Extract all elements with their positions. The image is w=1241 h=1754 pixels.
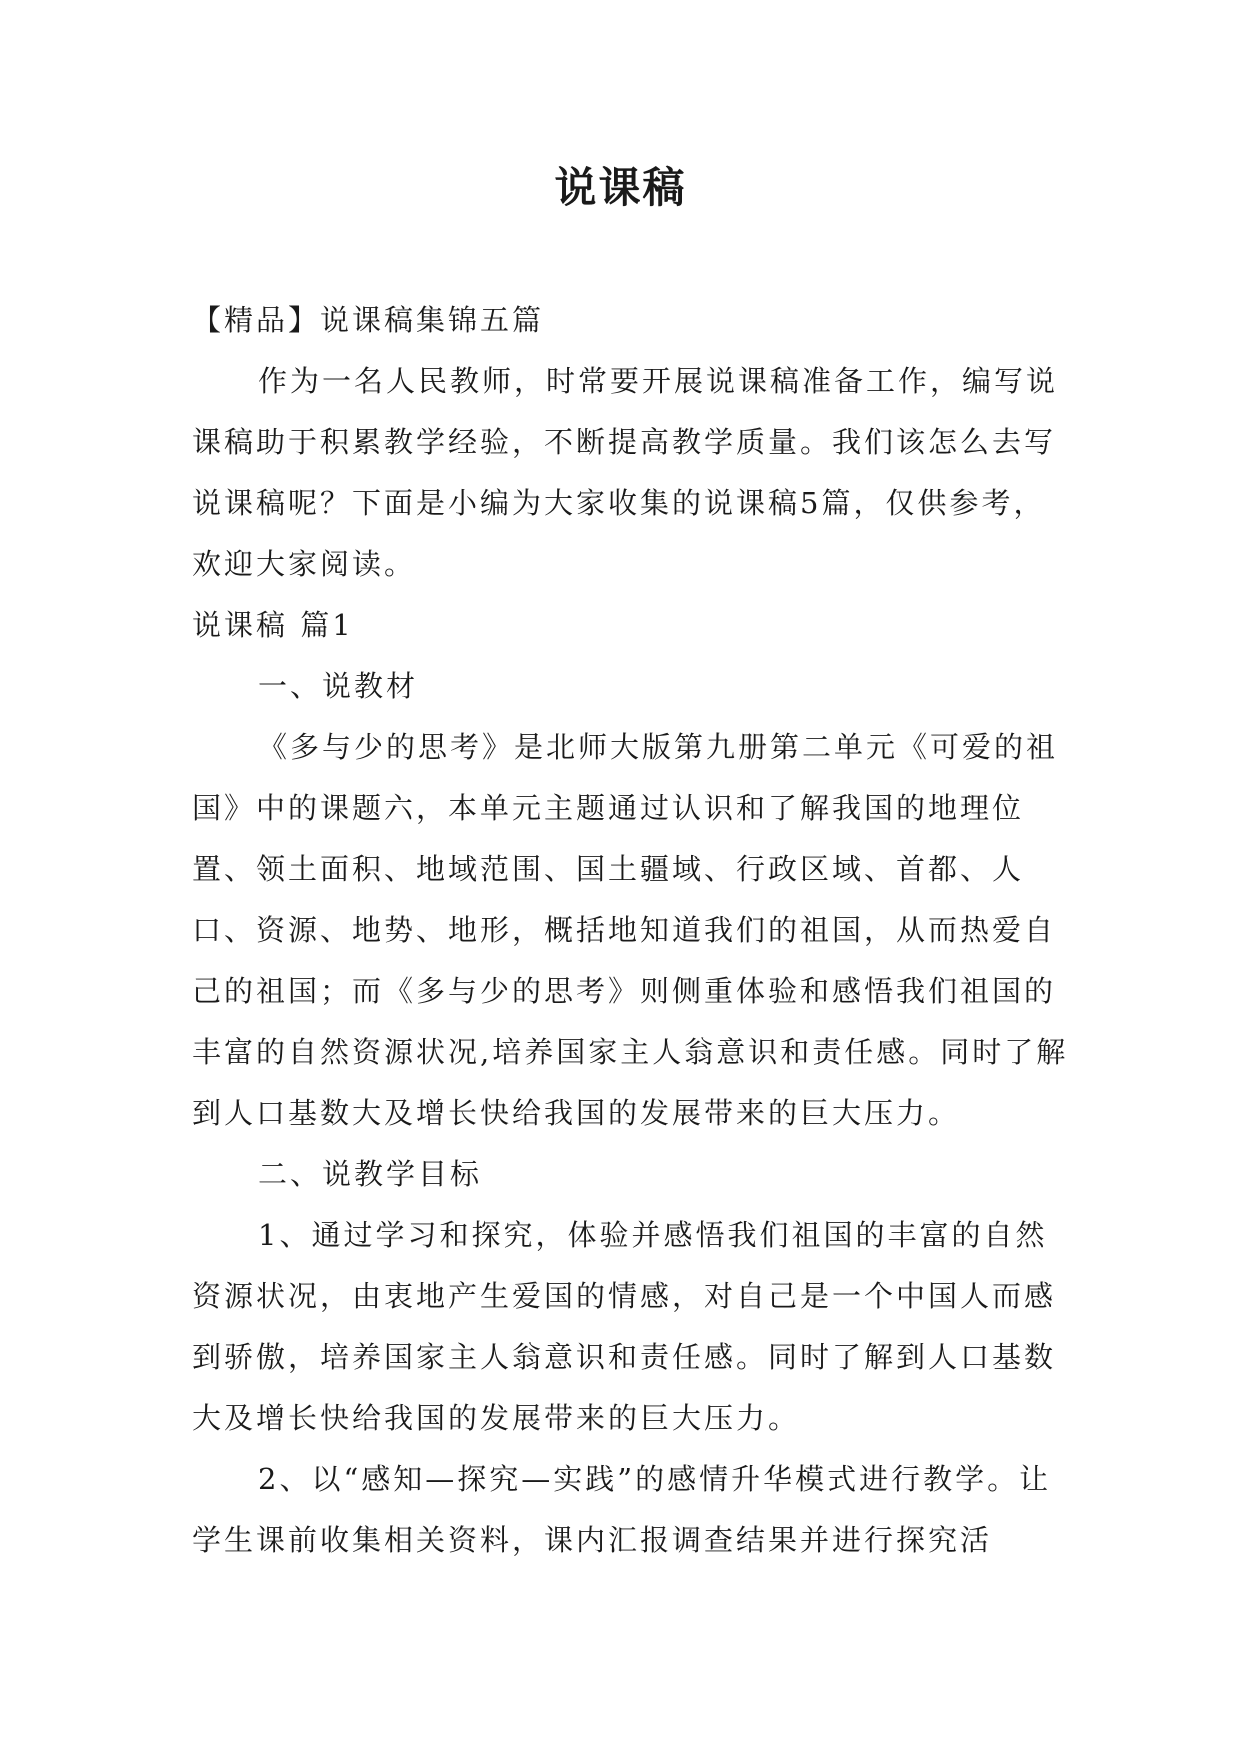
document-subtitle: 【精品】说课稿集锦五篇 [192,303,545,337]
part2-heading: 二、说教学目标 [258,1157,483,1191]
document-body [192,290,1072,1571]
part1-paragraph: 《多与少的思考》是北师大版第九册第二单元《可爱的祖国》中的课题六，本单元主题通过认识和了解我国的地理位置、领土面积、地域范围、国土疆域、行政区域、首都、人口、资源、地势、地形，概括地知道我们的祖国，从而热爱自己的祖国；而《多与少的思考》则侧重体验和感悟我们祖国的丰富的自然资源状况,培养国家主人翁意识和责任感。同时了解到人口基数大及增长快给我国的发展带来的巨大压力。 [192,730,1069,1130]
goal1-paragraph: 1、通过学习和探究，体验并感悟我们祖国的丰富的自然资源状况，由衷地产生爱国的情感，对自己是一个中国人而感到骄傲，培养国家主人翁意识和责任感。同时了解到人口基数大及增长快给我国的发展带来的巨大压力。 [192,1218,1057,1435]
part1-heading: 一、说教材 [258,669,419,703]
document-title: 说课稿 [554,163,687,212]
goal2-paragraph: 2、以“感知—探究—实践”的感情升华模式进行教学。让学生课前收集相关资料，课内汇报调查结果并进行探究活 [192,1462,1052,1557]
intro-paragraph: 作为一名人民教师，时常要开展说课稿准备工作，编写说课稿助于积累教学经验，不断提高教学质量。我们该怎么去写说课稿呢？下面是小编为大家收集的说课稿5篇，仅供参考，欢迎大家阅读。 [192,364,1059,581]
section-heading: 说课稿 篇1 [192,608,354,642]
